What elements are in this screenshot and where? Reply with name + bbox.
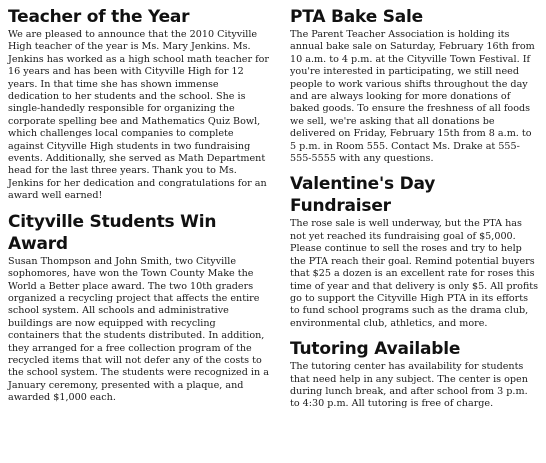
headline-cityville-students-win-award: Cityville Students Win Award	[8, 211, 217, 254]
headline-tutoring-available: Tutoring Available	[290, 339, 461, 360]
article-body-tutoring-available: The tutoring center has availability for students that need help in any subject. The center is open during lunch break, and after school from 3 p.m. to 4:30 p.m. All tutoring is free of charge.	[290, 361, 528, 410]
article-body-valentines-day-fundraiser: The rose sale is well underway, but the PTA has not yet reached its fundraising goal of $5,000. Please continue to sell the roses and try to help the PTA reach their goal. Remind potential buyers that $25 a dozen is an excellent rate for roses this time of year and that delivery is only $5. All profits go to support the Cityville High PTA in its efforts to fund school programs such as the drama club, environmental club, athletics, and more.	[290, 218, 539, 329]
article-cityville-students-win-award	[8, 211, 270, 405]
article-body-cityville-students-win-award: Susan Thompson and John Smith, two Cityville sophomores, have won the Town County Make the World a Better place award. The two 10th graders organized a recycling project that affects the entire school system. All schools and administrative buildings are now equipped with recycling containers that the students distributed. In addition, they arranged for a free collection program of the recycled items that will not defer any of the costs to the school system. The students were recognized in a January ceremony, presented with a plaque, and awarded $1,000 each.	[8, 255, 269, 404]
article-body-teacher-of-the-year: We are pleased to announce that the 2010 Cityville High teacher of the year is Ms. Mary Jenkins. Ms. Jenkins has worked as a high school math teacher for 16 years and has been with Cityville High for 12 years. In that time she has shown immense dedication to her students and the school. She is single-handedly responsible for organizing the corporate spelling bee and Mathematics Quiz Bowl, which challenges local companies to complete against Cityville High students in two fundraising events. Additionally, she served as Math Department head for the last three years. Thank you to Ms. Jenkins for her dedication and congratulations for an award well earned!	[8, 29, 270, 202]
article-spacer	[290, 165, 540, 173]
article-valentines-day-fundraiser	[290, 173, 540, 330]
headline-pta-bake-sale: PTA Bake Sale	[290, 7, 424, 27]
headline-teacher-of-the-year: Teacher of the Year	[8, 7, 190, 27]
article-spacer	[8, 203, 270, 211]
article-teacher-of-the-year	[8, 6, 270, 203]
left-column	[8, 6, 270, 405]
headline-valentines-day-fundraiser: Valentine's Day Fundraiser	[290, 174, 436, 217]
article-pta-bake-sale	[290, 6, 540, 165]
article-body-pta-bake-sale: The Parent Teacher Association is holding its annual bake sale on Saturday, February 16th from 10 a.m. to 4 p.m. at the Cityville Town Festival. If you're interested in participating, we still need people to work various shifts throughout the day and are always looking for more donations of baked goods. To ensure the freshness of all foods we sell, we're asking that all donations be delivered on Friday, February 15th from 8 a.m. to 5 p.m. in Room 555. Contact Ms. Drake at 555-555-5555 with any questions.	[290, 29, 535, 165]
article-tutoring-available	[290, 338, 540, 411]
article-spacer	[290, 330, 540, 338]
right-column	[290, 6, 540, 411]
